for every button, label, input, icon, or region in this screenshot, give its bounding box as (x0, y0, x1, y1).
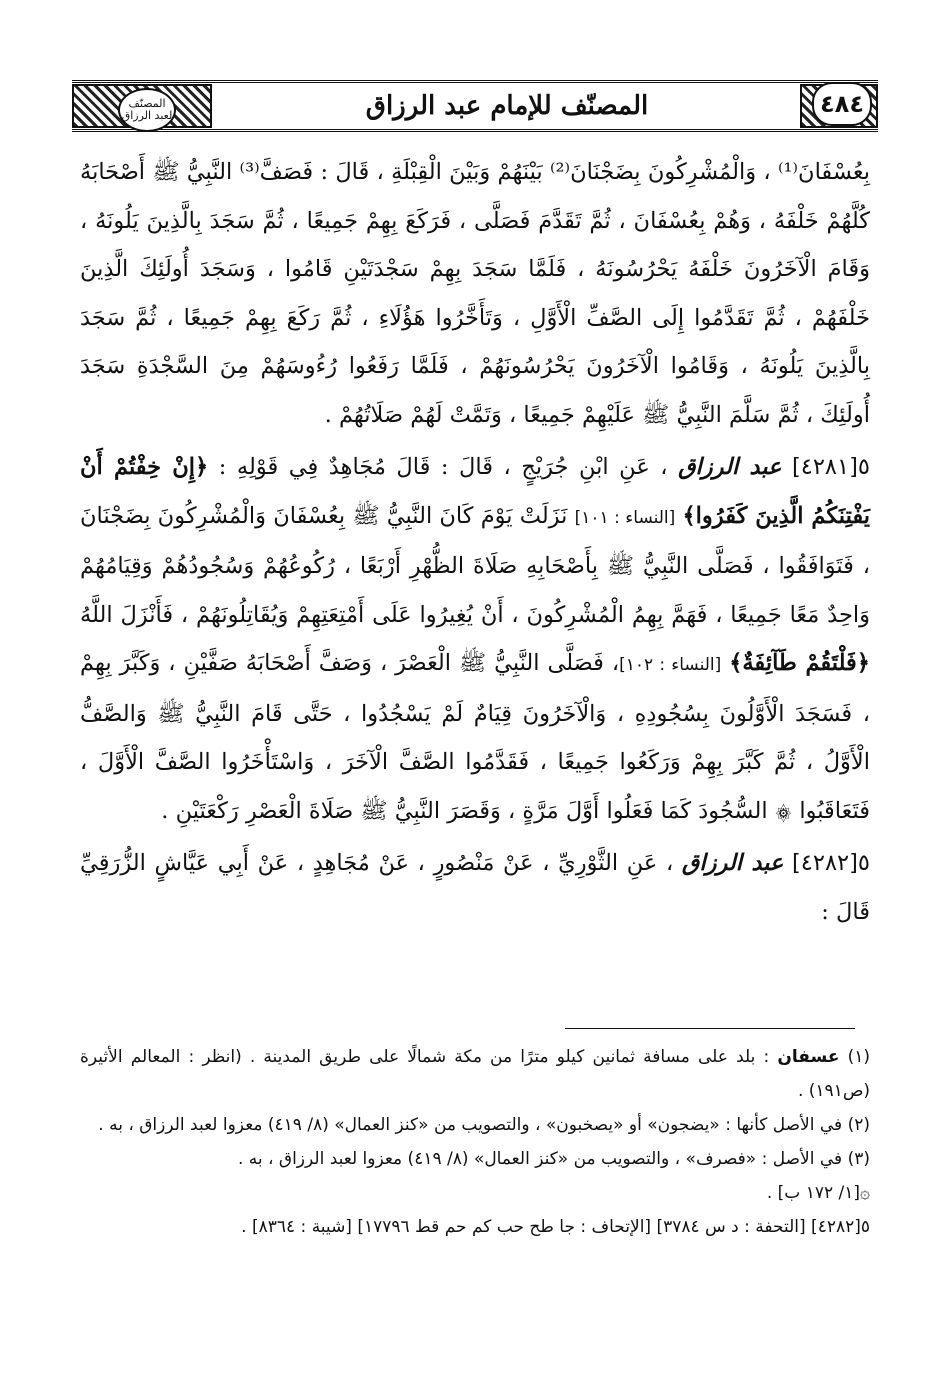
hadith-continuation: بِعُسْفَانَ⁽¹⁾ ، وَالْمُشْرِكُونَ بِضَجْنَانَ⁽²⁾ بَيْنَهُمْ وَبَيْنَ الْقِبْلَةِ ، قَالَ : فَصَفَّ⁽³⁾ النَّبِيُّ ﷺ أَصْحَابَهُ كُلَّهُمْ خَلْفَهُ ، وَهُمْ بِعُسْفَانَ ، ثُمَّ تَقَدَّمَ فَصَلَّى ، فَرَكَعَ بِهِمْ جَمِيعًا ، ثُمَّ سَجَدَ بِالَّذِينَ يَلُونَهُ ، وَقَامَ الْآخَرُونَ خَلْفَهُ يَحْرُسُونَهُ ، فَلَمَّا سَجَدَ بِهِمْ سَجْدَتَيْنِ قَامُوا ، وَسَجَدَ أُولَئِكَ الَّذِينَ خَلْفَهُمْ ، ثُمَّ تَقَدَّمُوا إِلَى الصَّفِّ الْأَوَّلِ ، وَتَأَخَّرُوا هَؤُلَاءِ ، ثُمَّ رَكَعَ بِهِمْ جَمِيعًا ، ثُمَّ سَجَدَ بِالَّذِينَ يَلُونَهُ ، وَقَامُوا الْآخَرُونَ يَحْرُسُونَهُمْ ، فَلَمَّا رَفَعُوا رُءُوسَهُمْ مِنَ السَّجْدَةِ سَجَدَ أُولَئِكَ ، ثُمَّ سَلَّمَ النَّبِيُّ ﷺ عَلَيْهِمْ جَمِيعًا ، وَتَمَّتْ لَهُمْ صَلَاتُهُمْ . (80, 159, 871, 428)
left-ornament (72, 84, 212, 128)
page-number: ٤٨٤ (812, 82, 872, 126)
hadith-text: نَزَلَتْ يَوْمَ كَانَ النَّبِيُّ ﷺ بِعُسْفَانَ وَالْمُشْرِكُونَ بِضَجْنَانَ ، فَتَوَافَقُوا ، فَصَلَّى النَّبِيُّ ﷺ بِأَصْحَابِهِ صَلَاةَ الظُّهْرِ أَرْبَعًا ، رُكُوعُهُمْ وَسُجُودُهُمْ وَقِيَامُهُمْ وَاحِدٌ مَعًا جَمِيعًا ، فَهَمَّ بِهِمُ الْمُشْرِكُونَ ، أَنْ يُغِيرُوا عَلَى أَمْتِعَتِهِمْ وَيُقَاتِلُونَهُمْ ، فَأَنْزَلَ اللَّهُ (80, 502, 870, 628)
hadith-marker: ٥ (857, 850, 871, 876)
hadith-marker: ٥ (857, 454, 870, 480)
verse-reference: [النساء : ١٠٢] (619, 655, 722, 675)
footnote-separator (565, 1028, 855, 1029)
hadith-number: [٤٢٨١] (791, 454, 858, 480)
page-header (72, 80, 878, 132)
hadith-number: [٤٢٨٢] (792, 850, 858, 876)
footnotes (80, 1040, 870, 1244)
takhrij-line: ٥[٤٢٨٢] [التحفة : د س ٣٧٨٤] [الإتحاف : جا طح حب كم حم قط ١٧٧٩٦] [شيبة : ٨٣٦٤] . (241, 1217, 870, 1237)
main-text (80, 148, 870, 936)
folio-reference: ۞[١/ ١٧٢ ب] . (766, 1183, 870, 1203)
hadith-4281 (80, 443, 870, 835)
hadith-4282 (80, 839, 870, 936)
running-title: المصنّف للإمام عبد الرزاق (365, 91, 649, 121)
footnote-1 (80, 1040, 870, 1108)
isnad-text: ، عَنِ ابْنِ جُرَيْجٍ ، قَالَ : قَالَ مُجَاهِدٌ فِي قَوْلِهِ : (218, 454, 668, 480)
hadith-text: ، فَصَلَّى النَّبِيُّ ﷺ الْعَصْرَ ، وَصَفَّ أَصْحَابَهُ صَفَّيْنِ ، وَكَبَّرَ بِهِمْ ، فَسَجَدَ الْأَوَّلُونَ بِسُجُودِهِ ، وَالْآخَرُونَ قِيَامٌ لَمْ يَسْجُدُوا ، حَتَّى قَامَ النَّبِيُّ ﷺ وَالصَّفُّ الْأَوَّلُ ، ثُمَّ كَبَّرَ بِهِمْ وَرَكَعُوا جَمِيعًا ، فَقَدَّمُوا الصَّفَّ الْآخَرَ ، وَاسْتَأْخَرُوا الصَّفَّ الْأَوَّلَ ، فَتَعَاقَبُوا ۞ السُّجُودَ كَمَا فَعَلُوا أَوَّلَ مَرَّةٍ ، وَقَصَرَ النَّبِيُّ ﷺ صَلَاةَ الْعَصْرِ رَكْعَتَيْنِ . (80, 650, 870, 824)
book-seal-logo: المصنّف لعبد الرزاق (118, 88, 176, 132)
footnote-2: (٢) في الأصل كأنها : «يضجون» أو «يصخبون» ، والتصويب من «كنز العمال» (٨/ ٤١٩) معزوا لعبد الرزاق ، به . (98, 1115, 870, 1135)
footnote-number: (١) (847, 1047, 870, 1067)
footnote-term: عسفان (777, 1047, 840, 1067)
isnad-text: ، عَنِ الثَّوْرِيِّ ، عَنْ مَنْصُورٍ ، عَنْ مُجَاهِدٍ ، عَنْ أَبِي عَيَّاشٍ الزُّرَقِيِّ قَالَ : (80, 850, 870, 925)
footnote-3: (٣) في الأصل : «فصرف» ، والتصويب من «كنز العمال» (٨/ ٤١٩) معزوا لعبد الرزاق ، به . (237, 1149, 870, 1169)
verse-reference: [النساء : ١٠١] (574, 507, 676, 528)
author-name: عبد الرزاق (681, 850, 784, 876)
quran-verse: ﴿إِنْ خِفْتُمْ أَنْ يَفْتِنَكُمُ الَّذِينَ كَفَرُوا﴾ (80, 454, 871, 529)
quran-verse: ﴿فَلْتَقُمْ طَآئِفَةٌ﴾ (729, 650, 870, 676)
footnote-text: : بلد على مسافة ثمانين كيلو مترًا من مكة شمالًا على طريق المدينة . (انظر : المعالم الأثيرة (ص١٩١) . (80, 1047, 870, 1101)
author-name: عبد الرزاق (678, 454, 782, 480)
